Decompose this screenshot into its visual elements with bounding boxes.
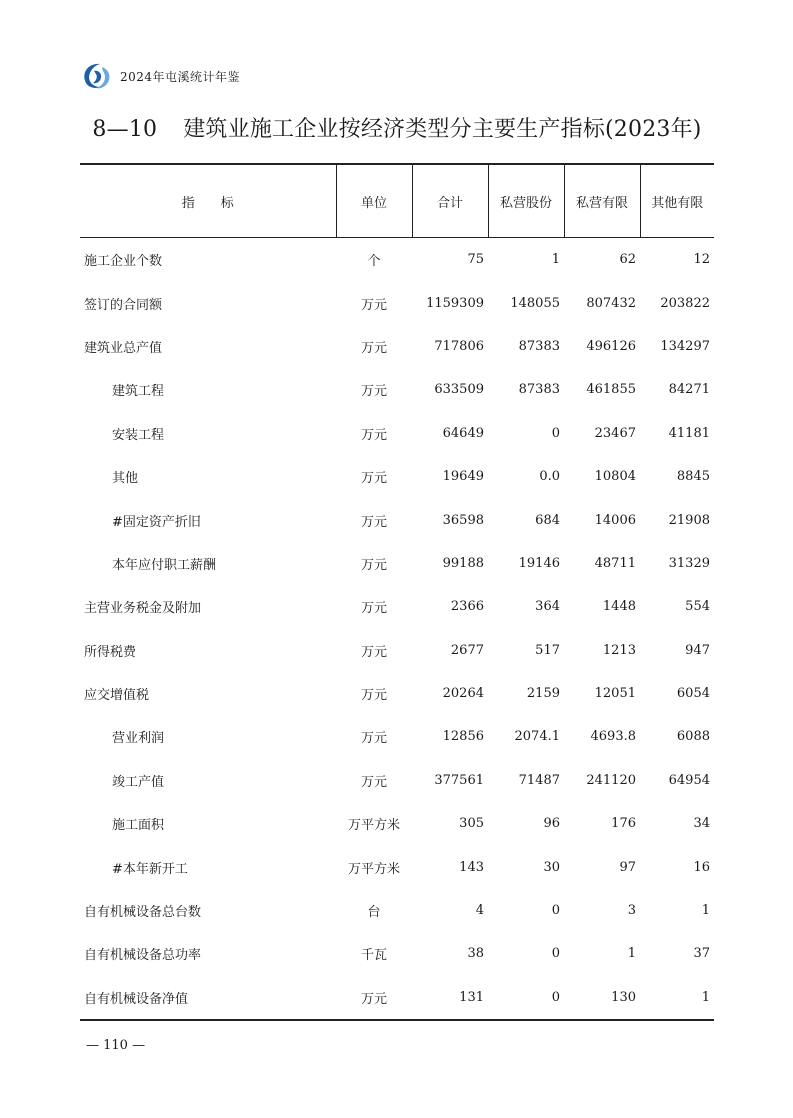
- table-row: [80, 759, 714, 802]
- private-share-cell: 684: [535, 512, 560, 528]
- table-number: 8—10: [92, 117, 158, 142]
- other-ltd-cell: 203822: [660, 295, 710, 311]
- other-ltd-cell: 6088: [676, 729, 710, 745]
- private-share-cell: 2074.1: [514, 729, 560, 745]
- table-header-row: [80, 164, 714, 238]
- table-row: [80, 629, 714, 672]
- indicator-cell: 建筑工程: [112, 384, 165, 400]
- column-header-private-ltd: 私营有限: [564, 164, 640, 238]
- unit-cell: 万元: [360, 557, 387, 573]
- private-share-cell: 0: [488, 976, 564, 1020]
- unit-cell: 万元: [360, 340, 387, 356]
- unit-cell: 万元: [360, 384, 387, 400]
- table-row: [80, 238, 714, 282]
- unit-cell: 万平方米: [347, 861, 400, 877]
- private-ltd-cell: 496126: [586, 338, 636, 354]
- table-title-text: 建筑业施工企业按经济类型分主要生产指标(2023年): [183, 117, 702, 142]
- table-row: [80, 542, 714, 585]
- table-row: [80, 715, 714, 758]
- other-ltd-cell: 8845: [676, 469, 710, 485]
- private-share-cell: 87383: [518, 382, 560, 398]
- indicator-cell: 签订的合同额: [84, 297, 163, 313]
- private-ltd-cell: 1213: [602, 642, 636, 658]
- table-row: [80, 889, 714, 932]
- private-ltd-cell: 10804: [594, 469, 636, 485]
- unit-cell: 万元: [360, 644, 387, 660]
- private-ltd-cell: 241120: [586, 772, 636, 788]
- private-ltd-cell: 176: [611, 816, 636, 832]
- indicator-cell: 自有机械设备总功率: [84, 948, 202, 964]
- private-share-cell: 0: [551, 903, 560, 919]
- indicator-cell: #固定资产折旧: [112, 514, 201, 530]
- private-share-cell: 0: [551, 946, 560, 962]
- indicator-cell: 安装工程: [112, 427, 165, 443]
- private-share-cell: 148055: [510, 295, 560, 311]
- column-header-total: 合计: [412, 164, 488, 238]
- other-ltd-cell: 37: [693, 946, 710, 962]
- private-ltd-cell: 461855: [586, 382, 636, 398]
- table-row: [80, 325, 714, 368]
- other-ltd-cell: 6054: [676, 686, 710, 702]
- unit-cell: 台: [367, 905, 381, 921]
- other-ltd-cell: 1: [701, 903, 710, 919]
- other-ltd-cell: 41181: [668, 425, 710, 441]
- other-ltd-cell: 64954: [668, 772, 710, 788]
- unit-cell: 万元: [360, 731, 387, 747]
- table-row: [80, 368, 714, 411]
- private-ltd-cell: 3: [627, 903, 636, 919]
- total-cell: 143: [459, 859, 484, 875]
- total-cell: 64649: [442, 425, 484, 441]
- private-share-cell: 0.0: [539, 469, 560, 485]
- yearbook-title: 2024年屯溪统计年鉴: [120, 69, 241, 84]
- running-header: [80, 60, 240, 92]
- unit-cell: 万元: [360, 774, 387, 790]
- table-row: [80, 455, 714, 498]
- indicator-cell: 自有机械设备总台数: [84, 905, 202, 921]
- total-cell: 717806: [434, 338, 484, 354]
- unit-cell: 个: [367, 254, 381, 270]
- indicator-cell: 所得税费: [84, 644, 137, 660]
- other-ltd-cell: 84271: [668, 382, 710, 398]
- unit-cell: 万元: [360, 688, 387, 704]
- unit-cell: 万元: [360, 471, 387, 487]
- other-ltd-cell: 134297: [660, 338, 710, 354]
- unit-cell: 万平方米: [347, 818, 400, 834]
- unit-cell: 万元: [360, 601, 387, 617]
- total-cell: 20264: [442, 686, 484, 702]
- private-share-cell: 2159: [526, 686, 560, 702]
- private-share-cell: 1: [551, 252, 560, 268]
- table-row: [80, 845, 714, 888]
- private-share-cell: 19146: [518, 555, 560, 571]
- indicator-cell: 其他: [112, 471, 139, 487]
- private-share-cell: 30: [543, 859, 560, 875]
- indicator-cell: 营业利润: [112, 731, 165, 747]
- total-cell: 12856: [442, 729, 484, 745]
- private-ltd-cell: 23467: [594, 425, 636, 441]
- indicator-cell: 竣工产值: [112, 774, 165, 790]
- total-cell: 38: [467, 946, 484, 962]
- table-row: [80, 412, 714, 455]
- total-cell: 377561: [434, 772, 484, 788]
- private-ltd-cell: 807432: [586, 295, 636, 311]
- unit-cell: 千瓦: [360, 948, 387, 964]
- private-ltd-cell: 97: [619, 859, 636, 875]
- private-ltd-cell: 14006: [594, 512, 636, 528]
- indicator-cell: 本年应付职工薪酬: [112, 557, 217, 573]
- indicator-cell: 施工面积: [112, 818, 165, 834]
- total-cell: 2366: [450, 599, 484, 615]
- other-ltd-cell: 34: [693, 816, 710, 832]
- indicator-cell: 应交增值税: [84, 688, 150, 704]
- other-ltd-cell: 12: [693, 252, 710, 268]
- page-number: — 110 —: [86, 1038, 146, 1053]
- indicator-cell: 施工企业个数: [84, 254, 163, 270]
- total-cell: 1159309: [426, 295, 484, 311]
- table-row: [80, 281, 714, 324]
- table-row: [80, 976, 714, 1020]
- private-ltd-cell: 62: [619, 252, 636, 268]
- private-ltd-cell: 130: [564, 976, 640, 1020]
- total-cell: 305: [459, 816, 484, 832]
- column-header-private-share: 私营股份: [488, 164, 564, 238]
- total-cell: 99188: [442, 555, 484, 571]
- private-ltd-cell: 1: [627, 946, 636, 962]
- table-title: [80, 112, 714, 143]
- indicator-cell: 建筑业总产值: [84, 340, 163, 356]
- unit-cell: 万元: [336, 976, 412, 1020]
- column-header-unit: 单位: [336, 164, 412, 238]
- private-ltd-cell: 12051: [594, 686, 636, 702]
- unit-cell: 万元: [360, 514, 387, 530]
- table-body: [80, 238, 714, 1021]
- private-share-cell: 87383: [518, 338, 560, 354]
- indicator-cell: 自有机械设备净值: [80, 976, 336, 1020]
- private-share-cell: 96: [543, 816, 560, 832]
- private-share-cell: 0: [551, 425, 560, 441]
- total-cell: 131: [412, 976, 488, 1020]
- indicator-table-container: [80, 163, 714, 1021]
- other-ltd-cell: 21908: [668, 512, 710, 528]
- other-ltd-cell: 947: [685, 642, 710, 658]
- table-row: [80, 802, 714, 845]
- other-ltd-cell: 16: [693, 859, 710, 875]
- table-row: [80, 672, 714, 715]
- private-ltd-cell: 48711: [594, 555, 636, 571]
- total-cell: 2677: [450, 642, 484, 658]
- other-ltd-cell: 31329: [668, 555, 710, 571]
- table-row: [80, 585, 714, 628]
- private-share-cell: 517: [535, 642, 560, 658]
- private-share-cell: 71487: [518, 772, 560, 788]
- total-cell: 19649: [442, 469, 484, 485]
- total-cell: 75: [467, 252, 484, 268]
- table-row: [80, 498, 714, 541]
- unit-cell: 万元: [360, 427, 387, 443]
- column-header-other-ltd: 其他有限: [640, 164, 714, 238]
- indicator-cell: #本年新开工: [112, 861, 188, 877]
- private-ltd-cell: 4693.8: [590, 729, 636, 745]
- private-share-cell: 364: [535, 599, 560, 615]
- private-ltd-cell: 1448: [602, 599, 636, 615]
- other-ltd-cell: 1: [640, 976, 714, 1020]
- yearbook-logo-icon: [80, 61, 114, 91]
- other-ltd-cell: 554: [685, 599, 710, 615]
- unit-cell: 万元: [360, 297, 387, 313]
- indicator-table: [80, 163, 714, 1021]
- indicator-cell: 主营业务税金及附加: [84, 601, 202, 617]
- total-cell: 633509: [434, 382, 484, 398]
- column-header-indicator: 指 标: [80, 164, 336, 238]
- total-cell: 4: [475, 903, 484, 919]
- table-row: [80, 932, 714, 975]
- total-cell: 36598: [442, 512, 484, 528]
